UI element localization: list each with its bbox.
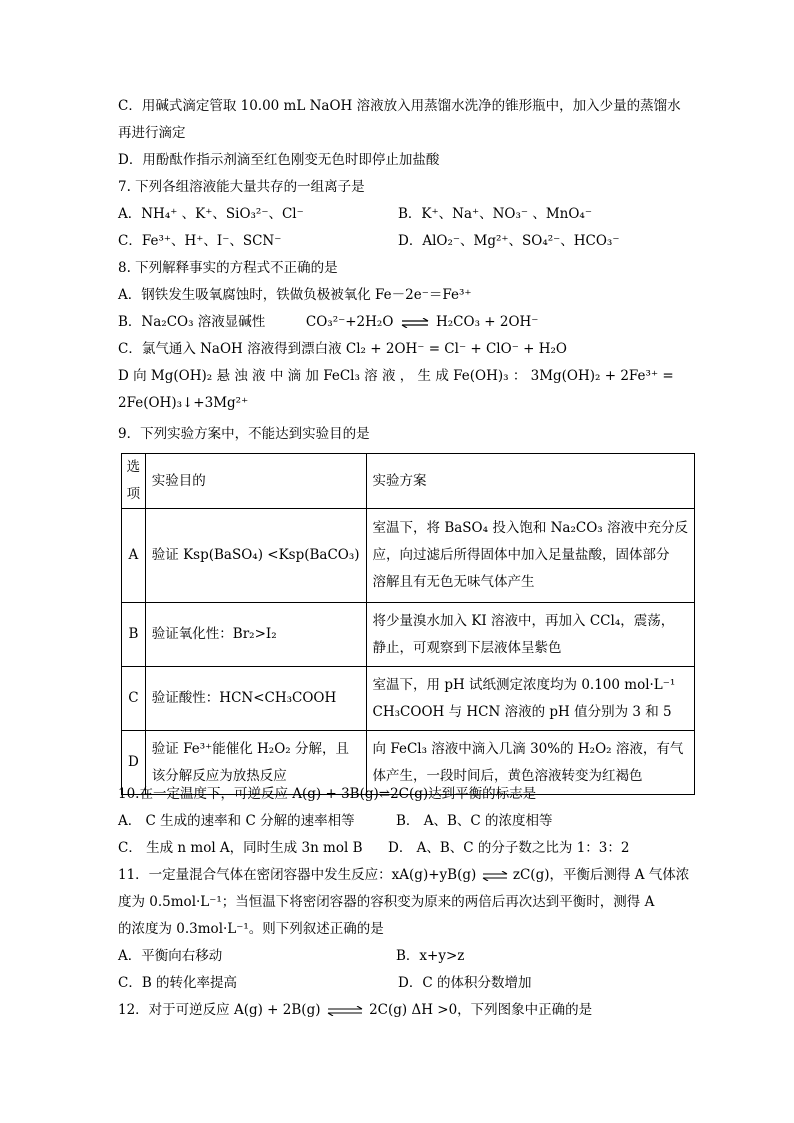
q8-option-b-eq-left: CO₃²⁻+2H₂O [305,314,394,330]
q11-option-a: A．平衡向右移动 [118,948,223,964]
header-purpose: 实验目的 [145,454,366,509]
row-plan-line: CH₃COOH 与 HCN 溶液的 pH 值分别为 3 和 5 [372,703,672,720]
q11-stem-part2: zC(g)，平衡后测得 A 气体浓 [512,867,690,883]
row-option: B [122,603,146,667]
table-row [122,667,695,731]
row-purpose-line: 验证 Fe³⁺能催化 H₂O₂ 分解，且 [151,740,349,757]
q8-stem: 8. 下列解释事实的方程式不正确的是 [118,260,338,276]
q8-option-a: A．钢铁发生吸氧腐蚀时，铁做负极被氧化 Fe－2e⁻＝Fe³⁺ [118,287,472,303]
q8-option-b-eq-right: H₂CO₃ + 2OH⁻ [435,314,539,330]
q11-option-c: C．B 的转化率提高 [118,975,238,991]
row-plan-line: 室温下，用 pH 试纸测定浓度均为 0.100 mol·L⁻¹ [372,676,676,693]
q10-option-b: B． A、B、C 的浓度相等 [396,813,553,829]
row-option: A [122,509,146,603]
row-plan [366,603,694,667]
header-option: 选项 [122,454,146,509]
q8-option-d-line2: 2Fe(OH)₃↓+3Mg²⁺ [118,395,249,411]
row-plan-line: 向 FeCl₃ 溶液中滴入几滴 30%的 H₂O₂ 溶液，有气 [372,740,684,757]
q7-stem: 7. 下列各组溶液能大量共存的一组离子是 [118,179,365,195]
q11-option-b: B．x+y>z [396,948,465,964]
q7-option-d: D．AlO₂⁻、Mg²⁺、SO₄²⁻、HCO₃⁻ [398,233,620,249]
q10-option-c: C． 生成 n mol A，同时生成 3n mol B [118,840,363,856]
q10-option-d: D． A、B、C 的分子数之比为 1：3：2 [388,840,630,856]
row-option: D [122,731,146,795]
equilibrium-arrow-icon [401,318,429,328]
row-plan-line: 应，向过滤后所得固体中加入足量盐酸，固体部分 [372,547,670,563]
row-plan-line: 室温下，将 BaSO₄ 投入饱和 Na₂CO₃ 溶液中充分反 [372,520,688,536]
equilibrium-arrow-icon [482,871,508,881]
row-plan-line: 溶解且有无色无味气体产生 [372,574,535,590]
q12-stem-part1: 12．对于可逆反应 A(g) + 2B(g) [118,1002,321,1018]
q8-option-b-text: B．Na₂CO₃ 溶液显碱性 [118,314,266,330]
q10-stem: 10.在一定温度下，可逆反应 A(g) + 3B(g)⇌2C(g)达到平衡的标志是 [118,786,537,802]
q8-option-b [118,312,538,332]
q11-option-d: D．C 的体积分数增加 [398,975,532,991]
row-plan-line: 静止，可观察到下层液体呈紫色 [372,639,562,656]
table-row [122,509,695,603]
row-purpose [145,509,366,603]
row-plan-line: 体产生，一段时间后，黄色溶液转变为红褐色 [372,767,643,784]
header-plan: 实验方案 [366,454,694,509]
row-purpose-line: 验证 Ksp(BaSO₄) <Ksp(BaCO₃) [151,547,360,563]
q8-option-c: C．氯气通入 NaOH 溶液得到漂白液 Cl₂ + 2OH⁻ = Cl⁻ + ClO⁻ + H₂O [118,341,567,357]
row-plan [366,509,694,603]
q11-stem-line3: 的浓度为 0.3mol·L⁻¹。则下列叙述正确的是 [118,921,384,937]
q7-option-a: A．NH₄⁺ 、K⁺、SiO₃²⁻、Cl⁻ [118,206,304,222]
row-purpose-line: 验证酸性：HCN<CH₃COOH [151,690,337,706]
q10-option-a: A． C 生成的速率和 C 分解的速率相等 [118,813,355,829]
row-purpose-line: 验证氧化性：Br₂>I₂ [151,626,277,642]
q7-option-c: C．Fe³⁺、H⁺、I⁻、SCN⁻ [118,233,282,249]
q6-option-c-line2: 再进行滴定 [118,125,186,141]
equilibrium-arrow-icon [327,1006,363,1016]
table-header-row [122,454,695,509]
q12-stem [118,1000,592,1020]
q9-experiment-table [121,453,695,795]
row-plan-line: 将少量溴水加入 KI 溶液中，再加入 CCl₄，震荡， [372,612,675,629]
q12-stem-part2: 2C(g) ΔH >0，下列图象中正确的是 [369,1002,593,1018]
q6-option-c-line1: C．用碱式滴定管取 10.00 mL NaOH 溶液放入用蒸馏水洗净的锥形瓶中，加入少量的蒸馏水 [118,98,681,114]
table-row [122,603,695,667]
row-purpose [145,603,366,667]
q6-option-d: D．用酚酞作指示剂滴至红色刚变无色时即停止加盐酸 [118,152,440,168]
row-option: C [122,667,146,731]
q8-option-d-line1: D 向 Mg(OH)₂ 悬 浊 液 中 滴 加 FeCl₃ 溶 液 ， 生 成 Fe(OH)₃ ： 3Mg(OH)₂ + 2Fe³⁺ = [118,368,674,384]
q9-stem: 9．下列实验方案中，不能达到实验目的是 [118,426,370,442]
q11-stem-part1: 11．一定量混合气体在密闭容器中发生反应：xA(g)+yB(g) [118,867,477,883]
q11-stem-line2: 度为 0.5mol·L⁻¹；当恒温下将密闭容器的容积变为原来的两倍后再次达到平衡时，测得 A [118,894,655,910]
row-purpose [145,667,366,731]
row-purpose-line: 该分解反应为放热反应 [151,767,287,784]
q11-stem-line1 [118,865,689,885]
q7-option-b: B．K⁺、Na⁺、NO₃⁻ 、MnO₄⁻ [398,206,592,222]
row-plan [366,667,694,731]
